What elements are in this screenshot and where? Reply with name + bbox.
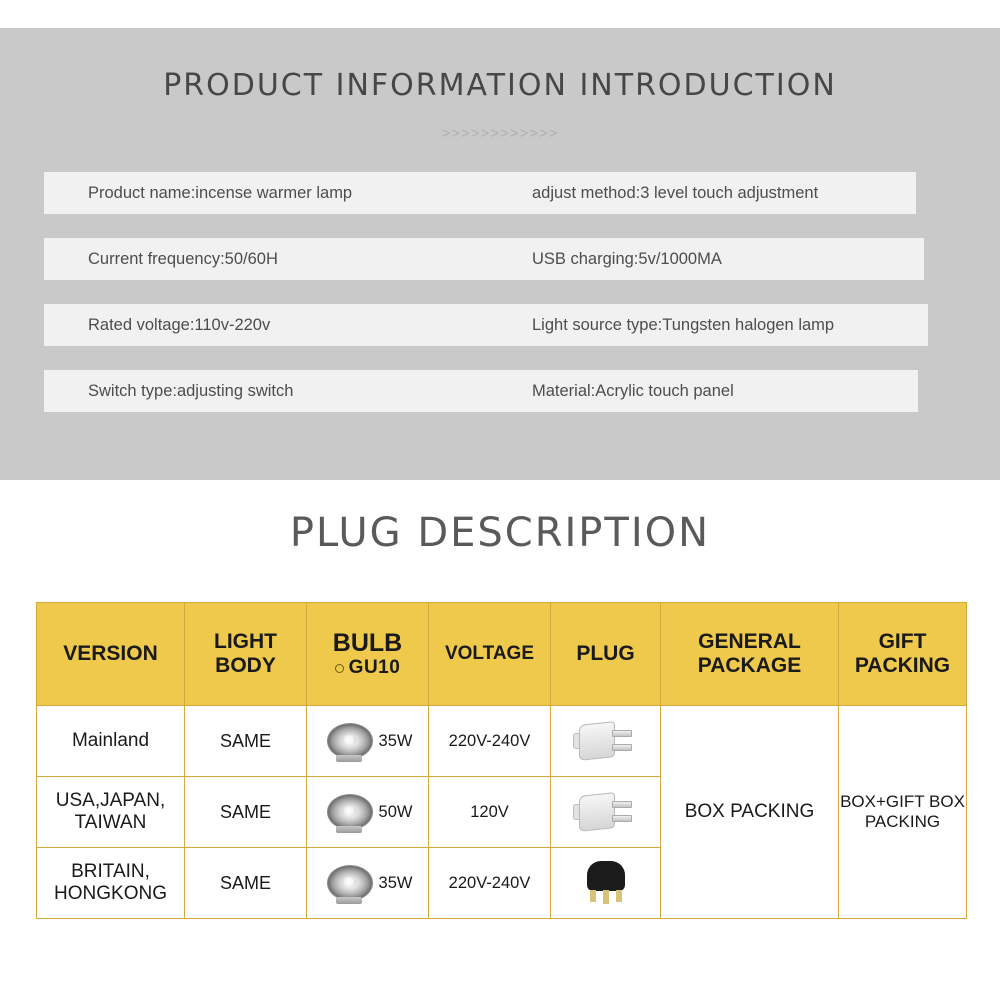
spec-rated-voltage: Rated voltage:110v-220v	[44, 304, 488, 346]
section-title-plug-description: PLUG DESCRIPTION	[289, 510, 711, 556]
halogen-bulb-icon	[323, 719, 375, 763]
specification-list	[0, 172, 1000, 412]
uk-plug-icon	[581, 859, 631, 907]
spec-adjust-method: adjust method:3 level touch adjustment	[488, 172, 916, 214]
plug-description-section	[0, 480, 1000, 556]
cell-light-body: SAME	[185, 777, 307, 848]
plug-description-table	[36, 602, 967, 919]
cell-version: USA,JAPAN, TAIWAN	[37, 777, 185, 848]
column-header-bulb	[307, 603, 429, 706]
plug-table-wrapper	[36, 602, 966, 919]
column-header-version: VERSION	[37, 603, 185, 706]
table-header-row	[37, 603, 967, 706]
column-header-plug: PLUG	[551, 603, 661, 706]
cell-plug	[551, 706, 661, 777]
cell-gift-packing: BOX+GIFT BOX PACKING	[839, 706, 967, 919]
spec-usb-charging: USB charging:5v/1000MA	[488, 238, 924, 280]
spec-row	[44, 172, 956, 214]
spec-light-source-type: Light source type:Tungsten halogen lamp	[488, 304, 928, 346]
column-header-bulb-socket: GU10	[348, 657, 401, 679]
column-header-gift-packing: GIFT PACKING	[839, 603, 967, 706]
halogen-bulb-icon	[323, 790, 375, 834]
cell-general-package: BOX PACKING	[661, 706, 839, 919]
cell-light-body: SAME	[185, 848, 307, 919]
spec-row	[44, 370, 956, 412]
arrow-divider: >>>>>>>>>>>>	[441, 125, 559, 142]
cell-light-body: SAME	[185, 706, 307, 777]
halogen-bulb-icon	[323, 861, 375, 905]
spec-current-frequency: Current frequency:50/60H	[44, 238, 488, 280]
cell-voltage: 220V-240V	[429, 848, 551, 919]
cell-bulb-watt: 50W	[378, 802, 413, 821]
page-title: PRODUCT INFORMATION INTRODUCTION	[163, 68, 837, 103]
us-plug-icon	[579, 717, 633, 765]
us-plug-icon	[579, 788, 633, 836]
cell-voltage: 120V	[429, 777, 551, 848]
spec-row	[44, 304, 956, 346]
spec-product-name: Product name:incense warmer lamp	[44, 172, 488, 214]
cell-plug	[551, 777, 661, 848]
column-header-bulb-label: BULB	[332, 628, 403, 657]
table-row	[37, 706, 967, 777]
cell-bulb	[307, 848, 429, 919]
cell-bulb-watt: 35W	[378, 731, 413, 750]
cell-plug	[551, 848, 661, 919]
socket-dot-icon	[335, 664, 344, 673]
cell-bulb	[307, 706, 429, 777]
cell-version: BRITAIN, HONGKONG	[37, 848, 185, 919]
column-header-light-body-label: LIGHT BODY	[214, 630, 277, 677]
cell-voltage: 220V-240V	[429, 706, 551, 777]
column-header-light-body	[185, 603, 307, 706]
product-information-panel	[0, 28, 1000, 480]
column-header-voltage: VOLTAGE	[429, 603, 551, 706]
spec-material: Material:Acrylic touch panel	[488, 370, 918, 412]
spec-switch-type: Switch type:adjusting switch	[44, 370, 488, 412]
cell-bulb	[307, 777, 429, 848]
cell-bulb-watt: 35W	[378, 873, 413, 892]
spec-row	[44, 238, 956, 280]
cell-version: Mainland	[37, 706, 185, 777]
column-header-general-package: GENERAL PACKAGE	[661, 603, 839, 706]
